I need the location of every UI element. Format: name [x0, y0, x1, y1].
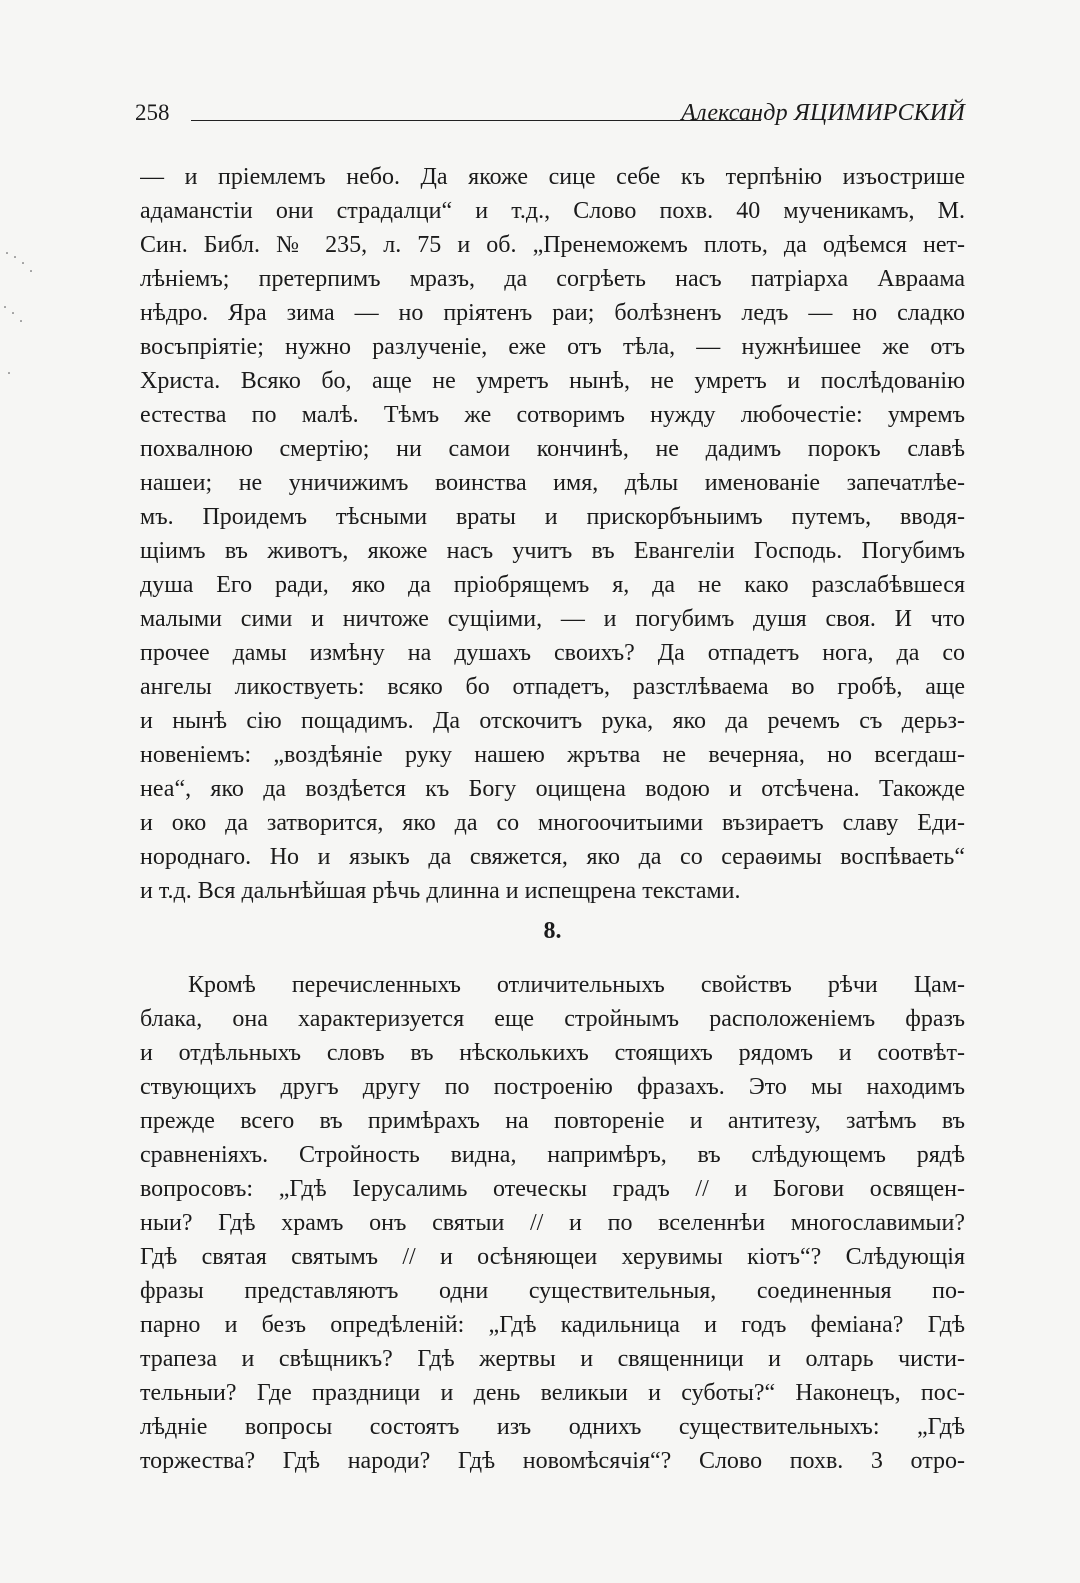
text-line: ныи? Гдѣ храмъ онъ святыи // и по вселеннѣи многославимыи?: [140, 1210, 965, 1236]
text-line: и т.д. Вся дальнѣйшая рѣчь длинна и испещрена текстами.: [140, 878, 741, 904]
text-line: тельныи? Где праздници и день великыи и суботы?“ Наконецъ, пос-: [140, 1380, 965, 1406]
text-line: вопросовъ: „Гдѣ Іерусалимь отеческы градъ // и Богови освящен-: [140, 1176, 965, 1202]
header-rule: [191, 120, 761, 121]
text-line: неа“, яко да воздѣется къ Богу оцищена водою и отсѣчена. Такожде: [140, 776, 965, 802]
text-line: фразы представляютъ одни существительныя, соединенныя по-: [140, 1278, 965, 1304]
text-line: мъ. Проидемъ тѣсными враты и прискорбъныимъ путемъ, вводя-: [140, 504, 965, 530]
text-line: нашеи; не уничижимъ воинства имя, дѣлы именованіе запечатлѣе-: [140, 470, 965, 496]
running-head: Александр ЯЦИМИРСКИЙ: [681, 100, 965, 126]
text-line: адаманстіи они страдалци“ и т.д., Слово похв. 40 мученикамъ, М.: [140, 198, 965, 224]
text-line: лѣніемъ; претерпимъ мразъ, да согрѣеть насъ патріарха Авраама: [140, 266, 965, 292]
text-line: новеніемъ: „воздѣяніе руку нашею жрътва не вечерняа, но всегдаш-: [140, 742, 965, 768]
scan-speck: [6, 252, 8, 254]
text-line: торжества? Гдѣ народи? Гдѣ новомѣсячія“? Слово похв. 3 отро-: [140, 1448, 965, 1474]
text-line: и око да затворится, яко да со многоочитыими възираетъ славу Еди-: [140, 810, 965, 836]
page-number: 258: [135, 100, 170, 125]
text-line: трапеза и свѣщникъ? Гдѣ жертвы и священници и олтарь чисти-: [140, 1346, 965, 1372]
scan-speck: [20, 320, 22, 322]
text-line: ствующихъ другъ другу по построенію фразахъ. Это мы находимъ: [140, 1074, 965, 1100]
text-line: щіимъ въ животъ, якоже насъ учитъ въ Евангеліи Господь. Погубимъ: [140, 538, 965, 564]
scan-speck: [4, 306, 6, 308]
scan-speck: [12, 312, 14, 314]
text-line: душа Его ради, яко да пріобрящемъ я, да не како разслабѣвшеся: [140, 572, 965, 598]
text-block-2: [140, 968, 965, 1478]
text-line: Кромѣ перечисленныхъ отличительныхъ свойствъ рѣчи Цам-: [188, 972, 965, 998]
text-line: похвалною смертію; ни самои кончинѣ, не дадимъ порокъ славѣ: [140, 436, 965, 462]
text-line: нороднаго. Но и языкъ да свяжется, яко да со сераѳимы воспѣваеть“: [140, 844, 965, 870]
text-line: Христа. Всяко бо, аще не умретъ нынѣ, не умретъ и послѣдованію: [140, 368, 965, 394]
page-header: [135, 95, 965, 131]
scan-specks: [0, 240, 40, 400]
text-line: малыми сими и ничтоже сущіими, — и погубимъ душя своя. И что: [140, 606, 965, 632]
text-block-1: [140, 160, 965, 908]
scan-speck: [14, 256, 16, 258]
text-line: Гдѣ святая святымъ // и осѣняющеи херувимы кіотъ“? Слѣдующія: [140, 1244, 965, 1270]
text-line: прочее дамы измѣну на душахъ своихъ? Да отпадетъ нога, да со: [140, 640, 965, 666]
text-line: и отдѣльныхъ словъ въ нѣсколькихъ стоящихъ рядомъ и соотвѣт-: [140, 1040, 965, 1066]
scan-speck: [30, 270, 32, 272]
text-line: лѣдніе вопросы состоятъ изъ однихъ существительныхъ: „Гдѣ: [140, 1414, 965, 1440]
text-line: блака, она характеризуется еще стройнымъ расположеніемъ фразъ: [140, 1006, 965, 1032]
text-line: ангелы ликоствуеть: всяко бо отпадетъ, разстлѣваема во гробѣ, аще: [140, 674, 965, 700]
text-line: восъпріятіе; нужно разлученіе, еже отъ тѣла, — нужнѣишее же отъ: [140, 334, 965, 360]
text-line: парно и безъ опредѣленій: „Гдѣ кадильница и годъ феміана? Гдѣ: [140, 1312, 965, 1338]
text-line: нѣдро. Яра зима — но пріятенъ раи; болѣзненъ ледъ — но сладко: [140, 300, 965, 326]
scan-speck: [8, 372, 10, 374]
scan-speck: [22, 262, 24, 264]
text-line: — и пріемлемъ небо. Да якоже сице себе къ терпѣнію изъострише: [140, 164, 965, 190]
text-line: сравненіяхъ. Стройность видна, напримѣръ, въ слѣдующемъ рядѣ: [140, 1142, 965, 1168]
text-line: прежде всего въ примѣрахъ на повтореніе и антитезу, затѣмъ въ: [140, 1108, 965, 1134]
text-line: естества по малѣ. Тѣмъ же сотворимъ нужду любочестіе: умремъ: [140, 402, 965, 428]
text-line: Син. Библ. № 235, л. 75 и об. „Пренеможемъ плоть, да одѣемся нет-: [140, 232, 965, 258]
section-heading: 8.: [543, 918, 562, 944]
text-line: и нынѣ сію пощадимъ. Да отскочитъ рука, яко да речемъ съ дерьз-: [140, 708, 965, 734]
